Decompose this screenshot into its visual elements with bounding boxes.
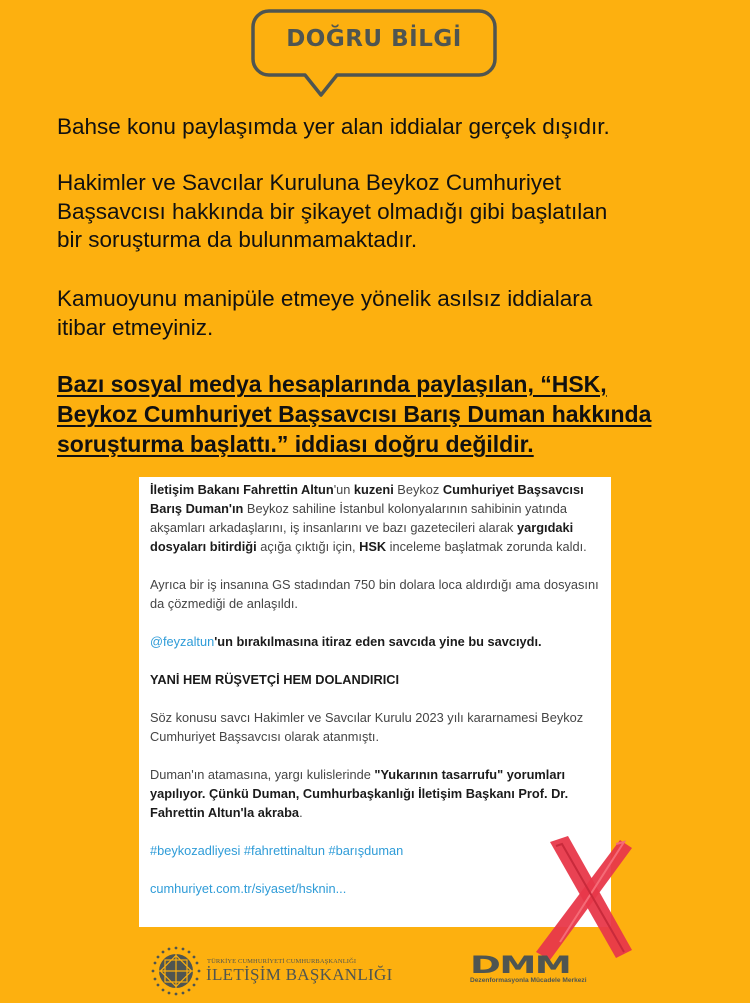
dmm-wordmark: DMM bbox=[470, 951, 571, 979]
bold-text: HSK bbox=[359, 539, 387, 554]
text-line: bir soruşturma da bulunmamaktadır. bbox=[57, 227, 418, 252]
claim-line: Beykoz Cumhuriyet Başsavcısı Barış Duman hakkında bbox=[57, 401, 652, 427]
text: . bbox=[299, 805, 303, 820]
bold-text: YANİ HEM RÜŞVETÇİ HEM DOLANDIRICI bbox=[150, 672, 400, 687]
text: Duman'ın atamasına, yargı kulislerinde bbox=[150, 767, 375, 782]
logo-title: İLETİŞİM BAŞKANLIĞI bbox=[206, 965, 393, 984]
speech-bubble-icon bbox=[251, 9, 497, 97]
text-line: Hakimler ve Savcılar Kuruluna Beykoz Cumhuriyet bbox=[57, 170, 561, 195]
claim-line: Bazı sosyal medya hesaplarında paylaşılan, “HSK, bbox=[57, 371, 607, 397]
text: 'un bbox=[333, 482, 354, 497]
post-paragraph-2: Ayrıca bir iş insanına GS stadından 750 bin dolara loca aldırdığı ama dosyasını da çözmediği de anlaşıldı. bbox=[150, 577, 599, 611]
post-paragraph-3 bbox=[150, 632, 605, 651]
claim-line: soruşturma başlattı.” iddiası doğru değildir. bbox=[57, 431, 534, 457]
dmm-logo bbox=[470, 951, 600, 989]
bold-text: yargıdaki dosyaları bitirdiği bbox=[150, 520, 574, 554]
statement-paragraph-2 bbox=[57, 169, 717, 255]
dogru-bilgi-badge bbox=[251, 9, 497, 97]
bold-text: 'un bırakılmasına itiraz eden savcıda yine bu savcıydı. bbox=[214, 634, 542, 649]
bold-text: İletişim Bakanı Fahrettin Altun bbox=[150, 482, 334, 497]
hashtags[interactable]: #beykozadliyesi #fahrettinaltun #barışduman bbox=[150, 843, 404, 858]
presidency-emblem-icon bbox=[150, 945, 202, 997]
text: açığa çıktığı için, bbox=[256, 539, 360, 554]
red-cross-icon bbox=[520, 832, 640, 962]
post-paragraph-4 bbox=[150, 670, 605, 689]
statement-paragraph-1: Bahse konu paylaşımda yer alan iddialar gerçek dışıdır. bbox=[57, 114, 610, 139]
text-line: itibar etmeyiniz. bbox=[57, 314, 214, 340]
source-link[interactable]: cumhuriyet.com.tr/siyaset/hsknin... bbox=[150, 881, 347, 896]
post-paragraph-5: Söz konusu savcı Hakimler ve Savcılar Kurulu 2023 yılı kararnamesi Beykoz Cumhuriyet Başsavcısı olarak atanmıştı. bbox=[150, 710, 584, 744]
mention-link[interactable]: @feyzaltun bbox=[150, 634, 215, 649]
bold-text: Cumhuriyet Başsavcısı Barış Duman'ın bbox=[150, 482, 584, 516]
dmm-subtitle: Dezenformasyonla Mücadele Merkezi bbox=[470, 977, 587, 984]
post-paragraph-1 bbox=[150, 480, 605, 556]
badge-label: DOĞRU BİLGİ bbox=[286, 26, 462, 52]
statement-paragraph-3 bbox=[57, 285, 717, 342]
text: Beykoz sahiline İstanbul kolonyalarının sahibinin yatında akşamları arkadaşlarını, iş insanlarını ve bazı gazetecileri alarak bbox=[150, 501, 568, 535]
bold-text: kuzeni bbox=[353, 482, 394, 497]
false-claim-statement bbox=[57, 369, 737, 459]
text: Beykoz bbox=[393, 482, 443, 497]
logo-subtitle: TÜRKİYE CUMHURİYETİ CUMHURBAŞKANLIĞI bbox=[207, 958, 357, 965]
text-line: Kamuoyunu manipüle etmeye yönelik asılsız iddialara bbox=[57, 286, 593, 311]
text: inceleme başlatmak zorunda kaldı. bbox=[386, 539, 587, 554]
bold-text: "Yukarının tasarrufu" yorumları yapılıyor. Çünkü Duman, Cumhurbaşkanlığı İletişim Başkanı Prof. Dr. Fahrettin Altun'la akraba bbox=[150, 767, 569, 820]
text-line: Başsavcısı hakkında bir şikayet olmadığı gibi başlatılan bbox=[57, 198, 608, 224]
post-paragraph-6 bbox=[150, 765, 605, 822]
